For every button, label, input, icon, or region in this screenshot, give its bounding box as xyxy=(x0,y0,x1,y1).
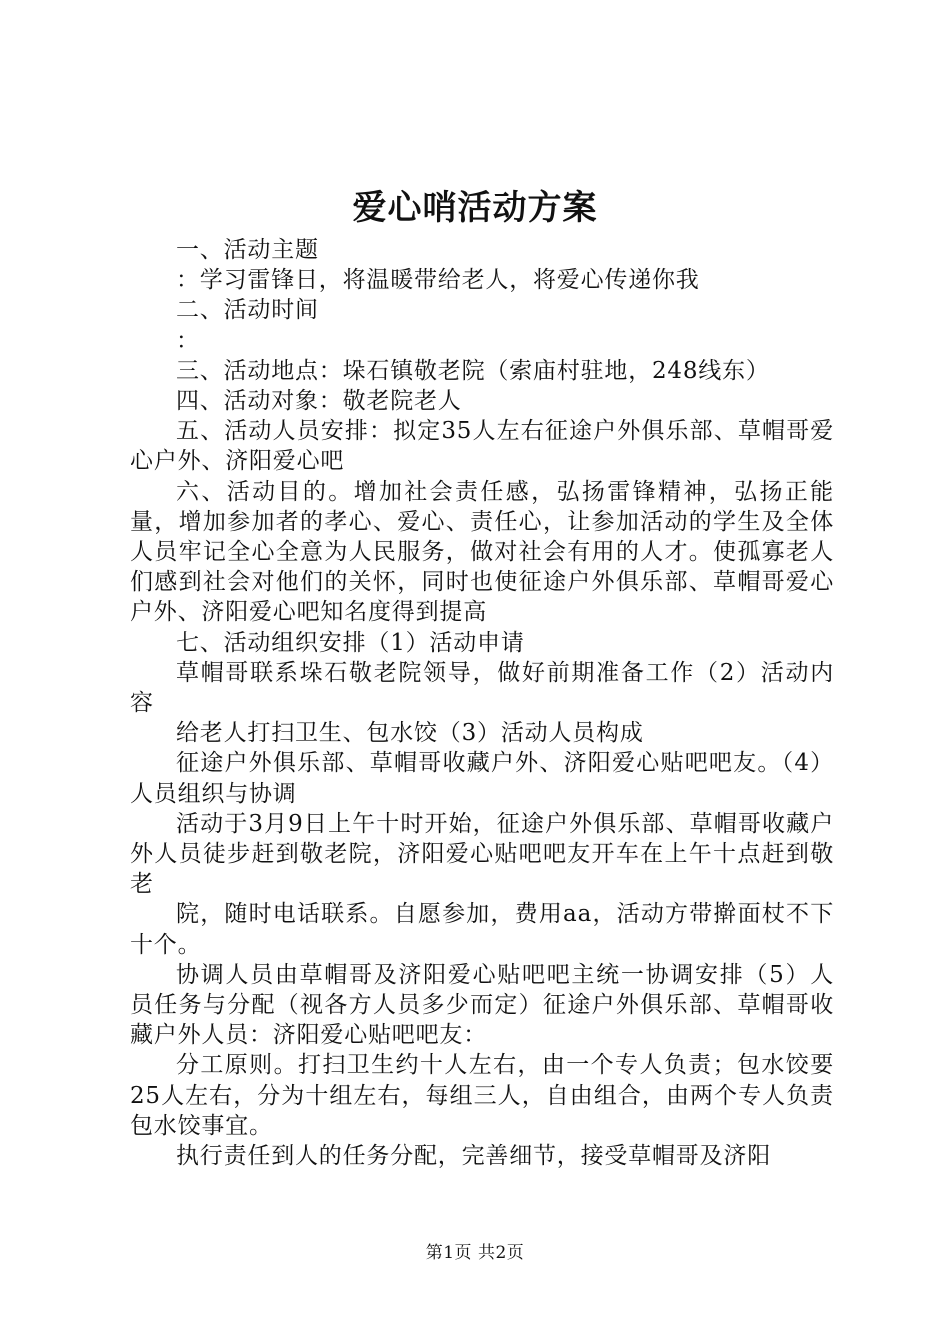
paragraph: 二、活动时间 xyxy=(176,297,319,324)
paragraph: 征途户外俱乐部、草帽哥收藏户外、济阳爱心贴吧吧友。（4）人员组织与协调 xyxy=(130,750,834,807)
paragraph: 一、活动主题 xyxy=(176,237,319,263)
paragraph: 分工原则。打扫卫生约十人左右，由一个专人负责；包水饺要25人左右，分为十组左右，每组三人，自由组合，由两个专人负责包水饺事宜。 xyxy=(130,1052,834,1139)
paragraph: 七、活动组织安排（1）活动申请 xyxy=(176,629,525,656)
paragraph: ：学习雷锋日，将温暖带给老人，将爱心传递你我 xyxy=(176,267,700,294)
paragraph: 六、活动目的。增加社会责任感，弘扬雷锋精神，弘扬正能量，增加参加者的孝心、爱心、责任心，让参加活动的学生及全体人员牢记全心全意为人民服务，做对社会有用的人才。使孤寡老人们感到社会对他们的关怀，同时也使征途户外俱乐部、草帽哥爱心户外、济阳爱心吧知名度得到提高 xyxy=(130,478,834,626)
paragraph: 院，随时电话联系。自愿参加，费用aa，活动方带擀面杖不下十个。 xyxy=(130,901,834,958)
paragraph: 草帽哥联系垛石敬老院领导，做好前期准备工作（2）活动内容 xyxy=(130,659,834,717)
document-body xyxy=(130,235,834,1171)
paragraph: 四、活动对象：敬老院老人 xyxy=(176,388,462,415)
paragraph: 给老人打扫卫生、包水饺（3）活动人员构成 xyxy=(176,720,644,747)
page-footer: 第1页 共2页 xyxy=(425,1243,525,1263)
paragraph: 执行责任到人的任务分配，完善细节，接受草帽哥及济阳 xyxy=(176,1143,771,1170)
paragraph: 协调人员由草帽哥及济阳爱心贴吧吧主统一协调安排（5）人员任务与分配（视各方人员多少而定）征途户外俱乐部、草帽哥收藏户外人员：济阳爱心贴吧吧友： xyxy=(130,961,834,1049)
paragraph: 三、活动地点：垛石镇敬老院（索庙村驻地，248线东） xyxy=(176,357,770,384)
paragraph: ： xyxy=(176,327,200,354)
document-title: 爱心哨活动方案 xyxy=(352,188,598,228)
paragraph: 活动于3月9日上午十时开始，征途户外俱乐部、草帽哥收藏户外人员徒步赶到敬老院，济阳爱心贴吧吧友开车在上午十点赶到敬老 xyxy=(130,810,834,898)
paragraph: 五、活动人员安排：拟定35人左右征途户外俱乐部、草帽哥爱心户外、济阳爱心吧 xyxy=(130,418,834,475)
